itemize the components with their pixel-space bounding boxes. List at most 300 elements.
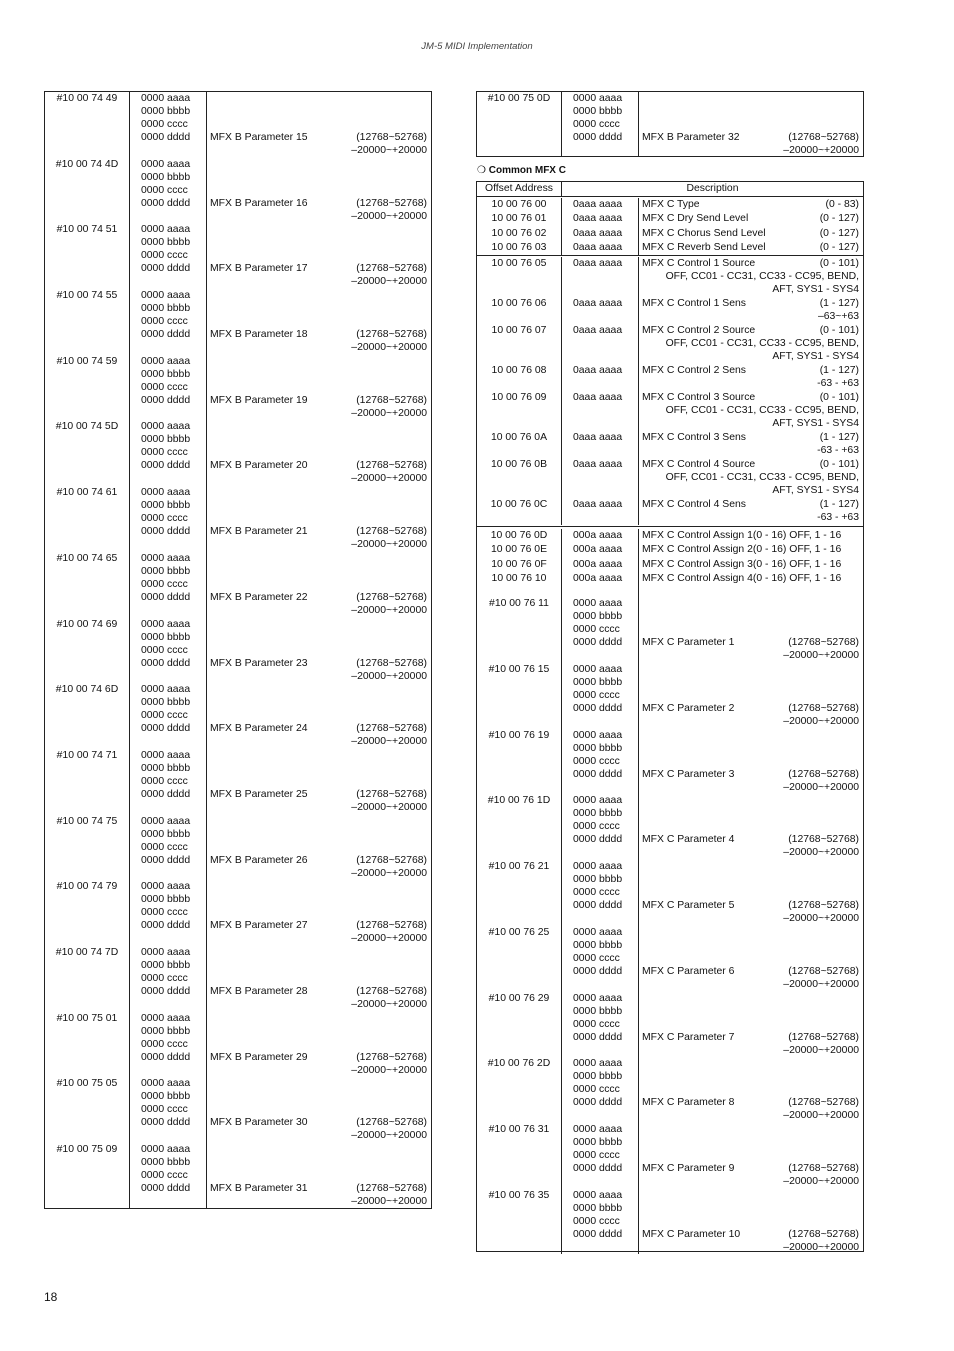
table-row bbox=[45, 749, 431, 815]
offset-address: #10 00 74 55 bbox=[56, 290, 118, 302]
offset-address-cell bbox=[477, 198, 562, 212]
offset-address-cell bbox=[477, 926, 562, 992]
data-nibble: 0000 dddd bbox=[141, 394, 191, 406]
description-line bbox=[642, 212, 859, 226]
parameter-name: MFX B Parameter 25 bbox=[210, 788, 308, 800]
description-line bbox=[210, 131, 427, 144]
parameter-name: MFX C Reverb Send Level bbox=[642, 241, 766, 253]
description-cell bbox=[207, 880, 431, 946]
data-nibble: 0000 bbbb bbox=[141, 434, 191, 446]
data-bytes: 000a aaaa bbox=[573, 558, 623, 570]
data-nibble: 0000 cccc bbox=[141, 1104, 188, 1116]
section-title-common-mfx-c bbox=[477, 165, 566, 176]
table-row bbox=[45, 1143, 431, 1209]
description-line bbox=[642, 241, 859, 255]
description-line bbox=[210, 1051, 427, 1064]
data-bytes: 0aaa aaaa bbox=[573, 213, 623, 225]
data-bytes-cell bbox=[562, 1189, 639, 1255]
data-bytes-cell bbox=[130, 683, 207, 749]
parameter-range: (0 - 127) bbox=[819, 241, 859, 253]
data-bytes-cell bbox=[562, 529, 639, 543]
offset-address-cell bbox=[477, 227, 562, 241]
description-line bbox=[642, 324, 859, 337]
offset-address: #10 00 74 51 bbox=[56, 224, 118, 236]
section-bullet-icon: ❍ bbox=[477, 165, 486, 176]
mfx-b-parameter-table-right bbox=[476, 91, 864, 157]
parameter-value-range: –20000~+20000 bbox=[351, 670, 427, 682]
parameter-name: MFX B Parameter 27 bbox=[210, 920, 308, 932]
offset-address: #10 00 74 6D bbox=[55, 684, 119, 696]
parameter-range: (12768~52768) bbox=[356, 132, 427, 143]
description-cell bbox=[207, 355, 431, 421]
description-spacer bbox=[210, 552, 427, 565]
description-line bbox=[642, 458, 859, 471]
description-cell bbox=[639, 926, 863, 992]
data-nibble: 0000 cccc bbox=[141, 447, 188, 459]
data-bytes-cell bbox=[130, 1012, 207, 1078]
parameter-value-range: –20000~+20000 bbox=[351, 276, 427, 288]
data-nibble: 0000 aaaa bbox=[141, 224, 191, 236]
data-nibble: 0000 cccc bbox=[141, 775, 188, 787]
data-bytes-cell bbox=[562, 992, 639, 1058]
description-spacer bbox=[642, 1215, 859, 1228]
offset-address-cell bbox=[45, 880, 130, 946]
description-line bbox=[642, 833, 859, 846]
offset-address: #10 00 74 71 bbox=[56, 749, 118, 761]
parameter-name: MFX C Control 4 Sens bbox=[642, 499, 746, 511]
data-bytes-cell bbox=[130, 1143, 207, 1209]
data-nibble: 0000 bbbb bbox=[573, 1202, 623, 1214]
description-cell bbox=[207, 158, 431, 224]
parameter-description: MFX C Control Assign 1(0 - 16) OFF, 1 - 16 bbox=[642, 530, 842, 542]
description-line bbox=[642, 1096, 859, 1109]
offset-address-cell bbox=[477, 1189, 562, 1255]
offset-address-cell bbox=[477, 543, 562, 557]
parameter-range: (12768~52768) bbox=[356, 394, 427, 406]
table-row bbox=[477, 558, 863, 572]
parameter-name: MFX C Control 3 Sens bbox=[642, 432, 746, 444]
offset-address-cell bbox=[45, 552, 130, 618]
data-nibble: 0000 cccc bbox=[141, 1038, 188, 1050]
data-bytes-cell bbox=[130, 552, 207, 618]
offset-address: #10 00 74 79 bbox=[56, 881, 118, 893]
data-bytes-cell bbox=[562, 498, 639, 525]
table-row bbox=[477, 597, 863, 663]
offset-address: 10 00 76 07 bbox=[491, 325, 547, 337]
table-row bbox=[477, 324, 863, 364]
offset-address-cell bbox=[477, 663, 562, 729]
parameter-name: MFX B Parameter 24 bbox=[210, 723, 308, 735]
parameter-values: OFF, CC01 - CC31, CC33 - CC95, BEND, bbox=[665, 338, 859, 350]
offset-address-cell bbox=[477, 458, 562, 498]
data-nibble: 0000 aaaa bbox=[141, 946, 191, 958]
col-header-description: Description bbox=[686, 183, 739, 194]
data-nibble: 0000 bbbb bbox=[141, 303, 191, 315]
description-cell bbox=[207, 420, 431, 486]
offset-address-cell bbox=[45, 486, 130, 552]
description-cell bbox=[207, 1143, 431, 1209]
table-row bbox=[477, 431, 863, 458]
description-spacer bbox=[642, 663, 859, 676]
data-bytes: 0aaa aaaa bbox=[573, 325, 623, 337]
description-line bbox=[642, 431, 859, 444]
offset-address-cell bbox=[45, 223, 130, 289]
parameter-name: MFX C Parameter 7 bbox=[642, 1031, 735, 1043]
offset-address: #10 00 76 2D bbox=[487, 1058, 551, 1070]
data-bytes-cell bbox=[130, 223, 207, 289]
data-nibble: 0000 dddd bbox=[573, 132, 623, 143]
data-nibble: 0000 bbbb bbox=[573, 1136, 623, 1148]
data-nibble: 0000 bbbb bbox=[573, 808, 623, 820]
description-cell bbox=[639, 227, 863, 241]
offset-address: 10 00 76 08 bbox=[491, 365, 547, 377]
description-spacer bbox=[210, 709, 427, 722]
description-spacer bbox=[210, 499, 427, 512]
offset-address-cell bbox=[477, 992, 562, 1058]
data-bytes: 0aaa aaaa bbox=[573, 499, 623, 511]
parameter-value-range: –20000~+20000 bbox=[351, 933, 427, 945]
parameter-range: (12768~52768) bbox=[356, 329, 427, 341]
data-bytes-cell bbox=[130, 355, 207, 421]
data-nibble: 0000 aaaa bbox=[141, 1144, 191, 1155]
parameter-range: (12768~52768) bbox=[356, 460, 427, 472]
data-nibble: 0000 aaaa bbox=[141, 355, 191, 367]
data-bytes-cell bbox=[562, 324, 639, 364]
data-nibble: 0000 dddd bbox=[141, 854, 191, 866]
data-bytes: 0aaa aaaa bbox=[573, 432, 623, 444]
parameter-value-range: –20000~+20000 bbox=[783, 1110, 859, 1122]
data-nibble: 0000 bbbb bbox=[141, 500, 191, 512]
offset-address-cell bbox=[477, 364, 562, 391]
description-line bbox=[210, 197, 427, 210]
description-cell bbox=[207, 223, 431, 289]
data-nibble: 0000 dddd bbox=[141, 1051, 191, 1063]
description-line bbox=[642, 965, 859, 978]
data-nibble: 0000 dddd bbox=[141, 985, 191, 997]
data-nibble: 0000 aaaa bbox=[573, 992, 623, 1004]
parameter-values: -63 - +63 bbox=[817, 445, 859, 457]
parameter-range: (12768~52768) bbox=[788, 132, 859, 143]
description-spacer bbox=[210, 683, 427, 696]
data-nibble: 0000 aaaa bbox=[573, 926, 623, 938]
offset-address: 10 00 76 0B bbox=[490, 459, 548, 471]
data-bytes: 0aaa aaaa bbox=[573, 459, 623, 471]
description-spacer bbox=[210, 1090, 427, 1103]
parameter-range: (12768~52768) bbox=[788, 965, 859, 977]
parameter-range: (0 - 101) bbox=[819, 258, 859, 270]
offset-address-cell bbox=[477, 257, 562, 297]
table-row bbox=[477, 1057, 863, 1123]
data-bytes-cell bbox=[562, 794, 639, 860]
offset-address-cell bbox=[45, 420, 130, 486]
data-nibble: 0000 cccc bbox=[141, 381, 188, 393]
offset-address-cell bbox=[477, 558, 562, 572]
description-spacer bbox=[642, 873, 859, 886]
table-row bbox=[45, 355, 431, 421]
table-row bbox=[477, 729, 863, 795]
data-nibble: 0000 dddd bbox=[573, 834, 623, 846]
data-bytes-cell bbox=[562, 198, 639, 212]
data-bytes-cell bbox=[562, 241, 639, 255]
offset-address: #10 00 74 59 bbox=[56, 355, 118, 367]
offset-address-cell bbox=[45, 355, 130, 421]
description-spacer bbox=[210, 618, 427, 631]
data-nibble: 0000 cccc bbox=[141, 316, 188, 328]
description-spacer bbox=[642, 742, 859, 755]
description-cell bbox=[639, 1057, 863, 1123]
description-spacer bbox=[210, 880, 427, 893]
data-bytes: 0aaa aaaa bbox=[573, 365, 623, 377]
offset-address-cell bbox=[45, 1143, 130, 1209]
page-number: 18 bbox=[44, 1290, 58, 1304]
parameter-value-range: –20000~+20000 bbox=[783, 1241, 859, 1253]
description-spacer bbox=[210, 158, 427, 171]
data-nibble: 0000 aaaa bbox=[573, 93, 623, 104]
offset-address: 10 00 76 10 bbox=[491, 573, 547, 585]
offset-address: #10 00 76 19 bbox=[488, 729, 550, 741]
data-nibble: 0000 cccc bbox=[573, 887, 620, 899]
parameter-value-range: –20000~+20000 bbox=[351, 1064, 427, 1076]
data-nibble: 0000 dddd bbox=[141, 132, 191, 143]
offset-address: #10 00 76 11 bbox=[489, 598, 549, 610]
description-line bbox=[642, 1162, 859, 1175]
offset-address: #10 00 75 0D bbox=[487, 93, 551, 104]
data-nibble: 0000 bbbb bbox=[141, 106, 191, 117]
data-nibble: 0000 cccc bbox=[141, 841, 188, 853]
parameter-values: OFF, CC01 - CC31, CC33 - CC95, BEND, bbox=[665, 472, 859, 484]
offset-address-cell bbox=[45, 749, 130, 815]
parameter-name: MFX C Control 4 Source bbox=[642, 459, 756, 471]
table-row bbox=[477, 860, 863, 926]
description-line bbox=[642, 257, 859, 270]
data-bytes-cell bbox=[562, 257, 639, 297]
parameter-name: MFX B Parameter 20 bbox=[210, 460, 308, 472]
parameter-name: MFX C Parameter 6 bbox=[642, 965, 735, 977]
description-line bbox=[210, 328, 427, 341]
data-bytes: 0aaa aaaa bbox=[573, 258, 623, 270]
spacer-cell bbox=[562, 586, 639, 597]
parameter-name: MFX B Parameter 15 bbox=[210, 132, 308, 143]
description-line bbox=[210, 262, 427, 275]
table-row bbox=[45, 158, 431, 224]
parameter-values: -63 - +63 bbox=[817, 378, 859, 390]
offset-address: #10 00 74 4D bbox=[55, 158, 119, 170]
parameter-range: (0 - 83) bbox=[825, 199, 859, 210]
data-bytes-cell bbox=[130, 815, 207, 881]
table-row bbox=[45, 223, 431, 289]
description-spacer bbox=[210, 355, 427, 368]
offset-address-cell bbox=[477, 1123, 562, 1189]
data-nibble: 0000 bbbb bbox=[141, 565, 191, 577]
data-bytes-cell bbox=[562, 297, 639, 324]
table-row bbox=[477, 364, 863, 391]
data-bytes-cell bbox=[130, 880, 207, 946]
data-nibble: 0000 dddd bbox=[141, 591, 191, 603]
offset-address-cell bbox=[477, 212, 562, 226]
data-nibble: 0000 aaaa bbox=[573, 1123, 623, 1135]
parameter-name: MFX B Parameter 17 bbox=[210, 263, 308, 275]
parameter-value-range: –20000~+20000 bbox=[783, 716, 859, 728]
offset-address: #10 00 76 15 bbox=[488, 664, 550, 676]
data-nibble: 0000 dddd bbox=[573, 1097, 623, 1109]
data-bytes-cell bbox=[562, 558, 639, 572]
data-nibble: 0000 dddd bbox=[141, 920, 191, 932]
data-bytes-cell bbox=[130, 749, 207, 815]
parameter-value-range: –20000~+20000 bbox=[351, 145, 427, 156]
description-spacer bbox=[642, 597, 859, 610]
parameter-range: (0 - 127) bbox=[819, 227, 859, 239]
data-nibble: 0000 cccc bbox=[573, 690, 620, 702]
parameter-name: MFX C Parameter 4 bbox=[642, 834, 735, 846]
description-spacer bbox=[210, 893, 427, 906]
data-bytes-cell bbox=[562, 860, 639, 926]
data-bytes-cell bbox=[130, 289, 207, 355]
parameter-description: MFX C Control Assign 3(0 - 16) OFF, 1 - 16 bbox=[642, 558, 842, 570]
offset-address-cell bbox=[477, 241, 562, 255]
offset-address-cell bbox=[477, 498, 562, 525]
parameter-name: MFX C Control 2 Sens bbox=[642, 365, 746, 377]
offset-address: 10 00 76 09 bbox=[491, 392, 547, 404]
data-nibble: 0000 aaaa bbox=[141, 1078, 191, 1090]
parameter-range: (12768~52768) bbox=[356, 263, 427, 275]
description-spacer bbox=[642, 992, 859, 1005]
table-row bbox=[45, 683, 431, 749]
description-spacer bbox=[210, 486, 427, 499]
parameter-value-range: –20000~+20000 bbox=[783, 650, 859, 662]
data-nibble: 0000 dddd bbox=[141, 1117, 191, 1129]
data-bytes-cell bbox=[562, 391, 639, 431]
parameter-name: MFX C Parameter 1 bbox=[642, 637, 735, 649]
parameter-range: (0 - 101) bbox=[819, 325, 859, 337]
table-row bbox=[45, 289, 431, 355]
parameter-value-range: –20000~+20000 bbox=[783, 145, 859, 156]
data-nibble: 0000 aaaa bbox=[141, 881, 191, 893]
data-bytes: 0aaa aaaa bbox=[573, 241, 623, 253]
data-nibble: 0000 aaaa bbox=[141, 158, 191, 170]
table-row bbox=[477, 1123, 863, 1189]
description-spacer bbox=[210, 512, 427, 525]
description-line bbox=[210, 591, 427, 604]
data-nibble: 0000 dddd bbox=[573, 768, 623, 780]
data-bytes-cell bbox=[562, 364, 639, 391]
data-bytes-cell bbox=[130, 420, 207, 486]
data-nibble: 0000 cccc bbox=[573, 1084, 620, 1096]
description-cell bbox=[207, 946, 431, 1012]
description-cell bbox=[639, 241, 863, 255]
description-line bbox=[210, 394, 427, 407]
parameter-name: MFX C Parameter 8 bbox=[642, 1097, 735, 1109]
parameter-name: MFX B Parameter 30 bbox=[210, 1117, 308, 1129]
parameter-name: MFX B Parameter 21 bbox=[210, 526, 308, 538]
table-row bbox=[45, 1012, 431, 1078]
data-nibble: 0000 dddd bbox=[141, 460, 191, 472]
parameter-value-range: –20000~+20000 bbox=[351, 604, 427, 616]
parameter-range: (12768~52768) bbox=[356, 723, 427, 735]
data-nibble: 0000 bbbb bbox=[141, 237, 191, 249]
data-bytes: 000a aaaa bbox=[573, 530, 623, 542]
offset-address-cell bbox=[45, 158, 130, 224]
description-spacer bbox=[210, 696, 427, 709]
data-nibble: 0000 aaaa bbox=[573, 664, 623, 676]
data-bytes-cell bbox=[130, 158, 207, 224]
description-spacer bbox=[210, 959, 427, 972]
data-nibble: 0000 cccc bbox=[141, 907, 188, 919]
description-spacer bbox=[642, 939, 859, 952]
parameter-range: (1 - 127) bbox=[819, 365, 859, 377]
description-spacer bbox=[210, 749, 427, 762]
description-spacer bbox=[210, 368, 427, 381]
data-nibble: 0000 bbbb bbox=[141, 171, 191, 183]
parameter-range: (1 - 127) bbox=[819, 298, 859, 310]
data-nibble: 0000 bbbb bbox=[141, 697, 191, 709]
offset-address-cell bbox=[477, 860, 562, 926]
description-spacer bbox=[642, 1057, 859, 1070]
parameter-range: (12768~52768) bbox=[356, 657, 427, 669]
parameter-name: MFX C Control 3 Source bbox=[642, 392, 756, 404]
description-spacer bbox=[642, 1136, 859, 1149]
parameter-description: MFX C Control Assign 4(0 - 16) OFF, 1 - 16 bbox=[642, 573, 842, 585]
description-cell bbox=[639, 992, 863, 1058]
description-spacer bbox=[210, 381, 427, 394]
parameter-value-range: –20000~+20000 bbox=[783, 913, 859, 925]
table-row bbox=[45, 420, 431, 486]
description-cell bbox=[207, 552, 431, 618]
table-row bbox=[45, 815, 431, 881]
data-bytes-cell bbox=[562, 663, 639, 729]
description-cell bbox=[207, 815, 431, 881]
description-spacer bbox=[210, 302, 427, 315]
mfx-b-parameter-table-left bbox=[44, 91, 432, 1209]
data-bytes: 000a aaaa bbox=[573, 544, 623, 556]
data-nibble: 0000 cccc bbox=[141, 710, 188, 722]
data-nibble: 0000 cccc bbox=[141, 184, 188, 196]
offset-address-cell bbox=[477, 92, 562, 156]
description-spacer bbox=[642, 1005, 859, 1018]
data-nibble: 0000 bbbb bbox=[141, 828, 191, 840]
description-cell bbox=[639, 1123, 863, 1189]
parameter-name: MFX B Parameter 23 bbox=[210, 657, 308, 669]
parameter-name: MFX C Dry Send Level bbox=[642, 213, 749, 225]
offset-address: #10 00 74 61 bbox=[56, 487, 118, 499]
offset-address-cell bbox=[477, 597, 562, 663]
description-line bbox=[210, 854, 427, 867]
data-nibble: 0000 dddd bbox=[141, 723, 191, 735]
table-row bbox=[477, 297, 863, 324]
description-spacer bbox=[210, 1025, 427, 1038]
description-line bbox=[210, 919, 427, 932]
description-line bbox=[642, 391, 859, 404]
data-nibble: 0000 dddd bbox=[141, 197, 191, 209]
table-row bbox=[477, 498, 863, 525]
data-bytes: 0aaa aaaa bbox=[573, 199, 623, 210]
data-nibble: 0000 dddd bbox=[573, 1228, 623, 1240]
data-nibble: 0000 bbbb bbox=[573, 677, 623, 689]
parameter-range: (12768~52768) bbox=[788, 1228, 859, 1240]
data-nibble: 0000 bbbb bbox=[573, 1005, 623, 1017]
parameter-value-range: –20000~+20000 bbox=[351, 867, 427, 879]
description-spacer bbox=[210, 105, 427, 118]
description-spacer bbox=[210, 1012, 427, 1025]
description-line bbox=[210, 1116, 427, 1129]
data-nibble: 0000 bbbb bbox=[141, 631, 191, 643]
description-spacer bbox=[210, 1103, 427, 1116]
offset-address-cell bbox=[477, 529, 562, 543]
offset-address: #10 00 74 7D bbox=[55, 946, 119, 958]
description-spacer bbox=[642, 860, 859, 873]
data-nibble: 0000 cccc bbox=[573, 1149, 620, 1161]
parameter-value-range: –20000~+20000 bbox=[351, 736, 427, 748]
description-line bbox=[210, 788, 427, 801]
